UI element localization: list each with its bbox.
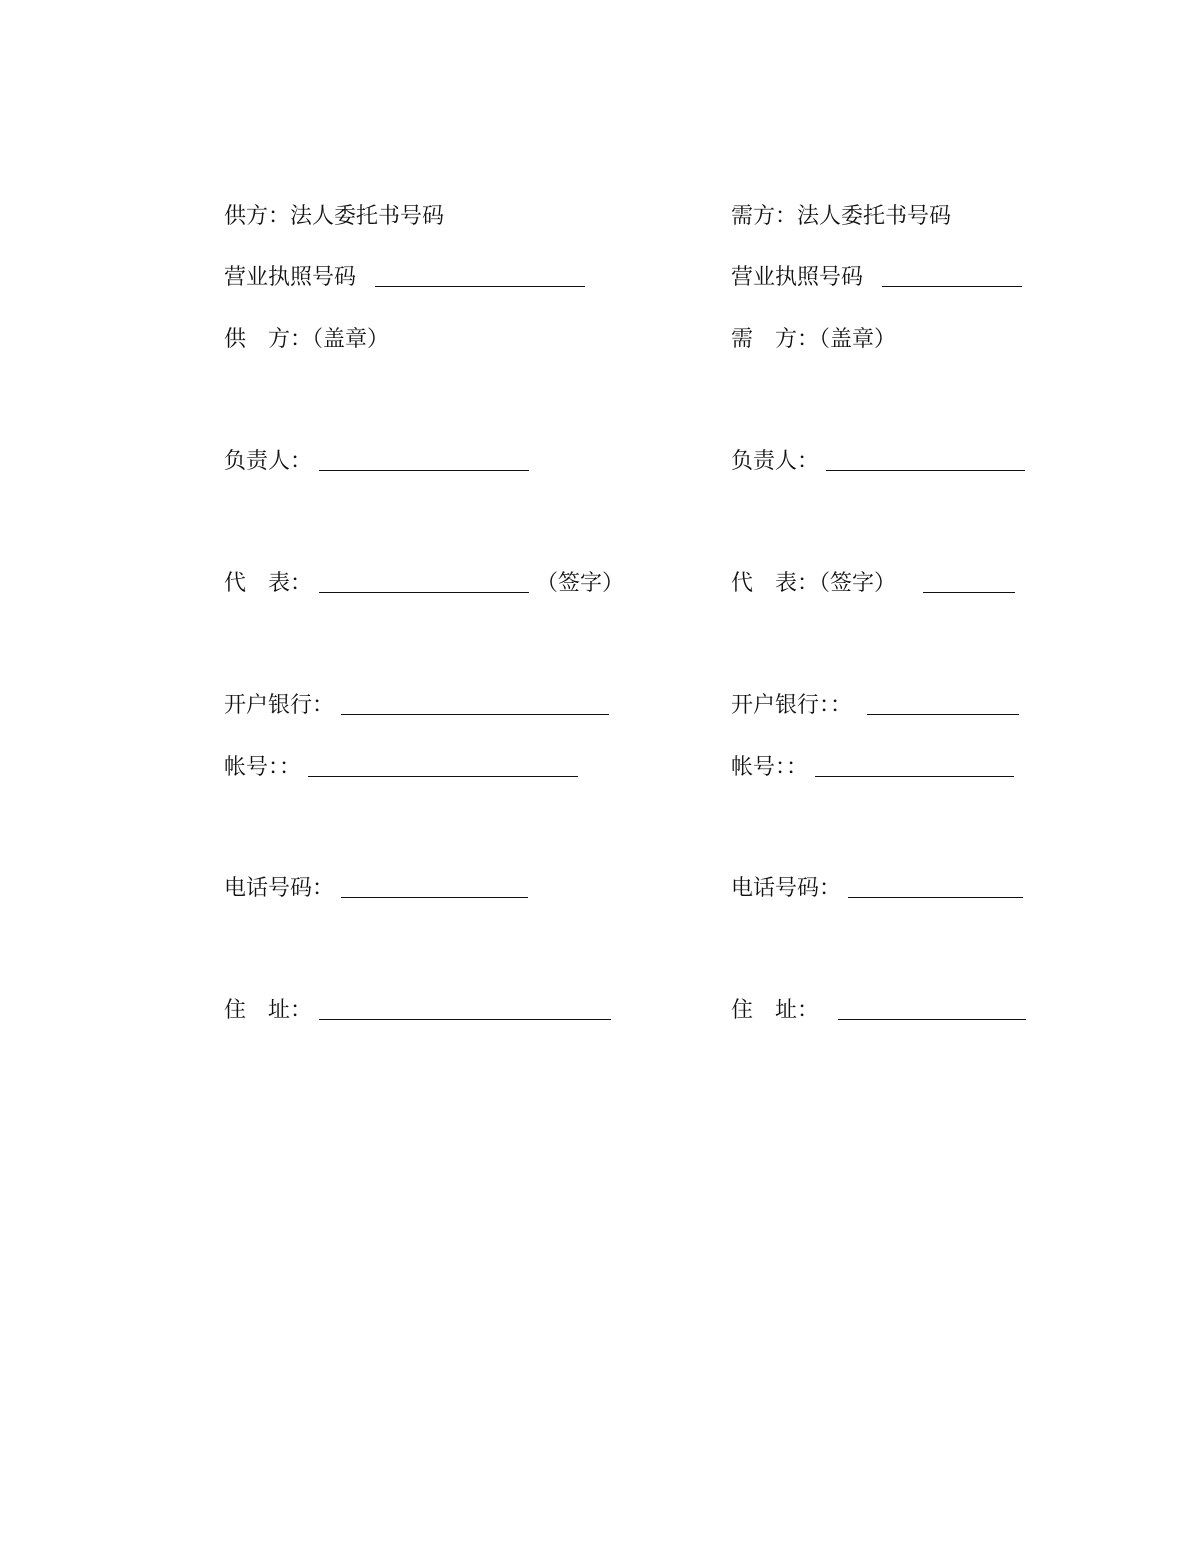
supplier-phone-label: 电话号码：: [224, 876, 335, 901]
supplier-header-row: [224, 197, 444, 237]
buyer-rep-field[interactable]: [923, 564, 1015, 593]
buyer-bank-row: [731, 686, 1019, 726]
buyer-rep-row: [731, 564, 1015, 604]
buyer-phone-row: [731, 869, 1023, 909]
buyer-party-label: 需 方：（盖章）: [731, 327, 897, 352]
buyer-phone-field[interactable]: [848, 869, 1023, 898]
buyer-principal-row: [731, 442, 1025, 482]
supplier-bank-row: [224, 686, 609, 726]
buyer-address-label: 住 址：: [731, 998, 820, 1023]
buyer-header: 需方：法人委托书号码: [731, 204, 952, 229]
supplier-party-row: [224, 320, 389, 360]
buyer-bank-label: 开户银行：：: [731, 693, 853, 718]
supplier-rep-label: 代 表：: [224, 571, 313, 596]
supplier-rep-row: [224, 564, 624, 604]
supplier-rep-field[interactable]: [319, 564, 529, 593]
buyer-license-label: 营业执照号码: [731, 265, 864, 290]
supplier-address-label: 住 址：: [224, 998, 313, 1023]
supplier-phone-field[interactable]: [341, 869, 528, 898]
supplier-principal-row: [224, 442, 529, 482]
supplier-header: 供方：法人委托书号码: [224, 204, 445, 229]
buyer-account-field[interactable]: [815, 748, 1014, 777]
buyer-account-row: [731, 748, 1014, 788]
supplier-party-label: 供 方：（盖章）: [224, 327, 390, 352]
buyer-address-field[interactable]: [838, 991, 1026, 1020]
supplier-rep-suffix: （签字）: [536, 571, 625, 596]
supplier-license-field[interactable]: [375, 258, 585, 287]
supplier-license-row: [224, 258, 585, 298]
buyer-bank-field[interactable]: [867, 686, 1019, 715]
buyer-party-row: [731, 320, 896, 360]
buyer-principal-label: 负责人：: [731, 449, 820, 474]
supplier-address-row: [224, 991, 611, 1031]
supplier-principal-field[interactable]: [319, 442, 529, 471]
buyer-address-row: [731, 991, 1026, 1031]
buyer-license-row: [731, 258, 1022, 298]
buyer-account-label: 帐号：：: [731, 755, 809, 780]
buyer-license-field[interactable]: [882, 258, 1022, 287]
buyer-phone-label: 电话号码：: [731, 876, 842, 901]
supplier-principal-label: 负责人：: [224, 449, 313, 474]
supplier-bank-label: 开户银行：: [224, 693, 335, 718]
supplier-account-label: 帐号：：: [224, 755, 302, 780]
supplier-license-label: 营业执照号码: [224, 265, 357, 290]
supplier-bank-field[interactable]: [341, 686, 609, 715]
supplier-account-field[interactable]: [308, 748, 578, 777]
buyer-header-row: [731, 197, 951, 237]
supplier-account-row: [224, 748, 578, 788]
supplier-address-field[interactable]: [319, 991, 611, 1020]
buyer-principal-field[interactable]: [826, 442, 1025, 471]
supplier-phone-row: [224, 869, 528, 909]
buyer-rep-label: 代 表：（签字）: [731, 571, 897, 596]
